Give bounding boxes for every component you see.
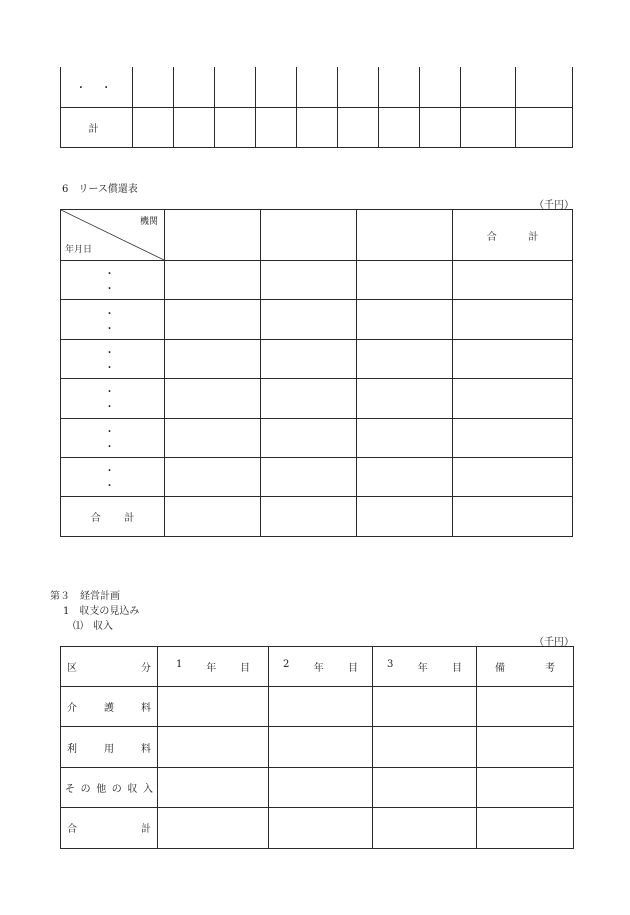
header-agency: 機関 bbox=[139, 217, 158, 227]
lease-repayment-table bbox=[60, 209, 573, 537]
table-row: ・ ・ bbox=[61, 300, 573, 339]
table-row bbox=[61, 67, 573, 107]
header-row bbox=[61, 647, 574, 687]
total-row bbox=[61, 808, 574, 848]
row-label-care-fee: 介 護 料 bbox=[61, 687, 158, 727]
continued-table bbox=[60, 67, 573, 148]
row-label-usage-fee: 利 用 料 bbox=[61, 727, 158, 767]
header-category: 区 分 bbox=[61, 647, 158, 687]
row-label: 計 bbox=[61, 107, 133, 147]
table-row: ・ ・ bbox=[61, 457, 573, 496]
diagonal-header-cell bbox=[61, 210, 165, 261]
chapter-title: 第３ 経営計画 bbox=[50, 591, 120, 602]
header-year1: 1 年 目 bbox=[158, 647, 269, 687]
row-label-other-income: そ の 他 の 収 入 bbox=[61, 767, 158, 807]
income-table bbox=[60, 646, 574, 849]
header-date: 年月日 bbox=[65, 245, 93, 255]
table-row bbox=[61, 767, 574, 807]
table-row: ・ ・ bbox=[61, 261, 573, 300]
total-label: 合 計 bbox=[61, 497, 165, 536]
header-year2: 2 年 目 bbox=[269, 647, 373, 687]
header-remarks: 備 考 bbox=[477, 647, 574, 687]
table-row: ・ ・ bbox=[61, 379, 573, 418]
row-label: ・ ・ bbox=[61, 67, 133, 107]
row-label-total: 合 計 bbox=[61, 808, 158, 848]
table-row: ・ ・ bbox=[61, 418, 573, 457]
table-row bbox=[61, 107, 573, 147]
table-row bbox=[61, 727, 574, 767]
subsubsection-title: ⑴ 収入 bbox=[73, 621, 113, 632]
table-row: ・ ・ bbox=[61, 339, 573, 378]
subsection-title: 1 収支の見込み bbox=[63, 606, 140, 617]
header-row bbox=[61, 210, 573, 261]
section-title: 6 リース償還表 bbox=[62, 184, 138, 195]
header-total: 合 計 bbox=[453, 210, 573, 261]
unit-label: （千円） bbox=[534, 200, 574, 211]
header-year3: 3 年 目 bbox=[373, 647, 477, 687]
table-row bbox=[61, 687, 574, 727]
unit-label: （千円） bbox=[534, 637, 574, 648]
total-row bbox=[61, 497, 573, 536]
